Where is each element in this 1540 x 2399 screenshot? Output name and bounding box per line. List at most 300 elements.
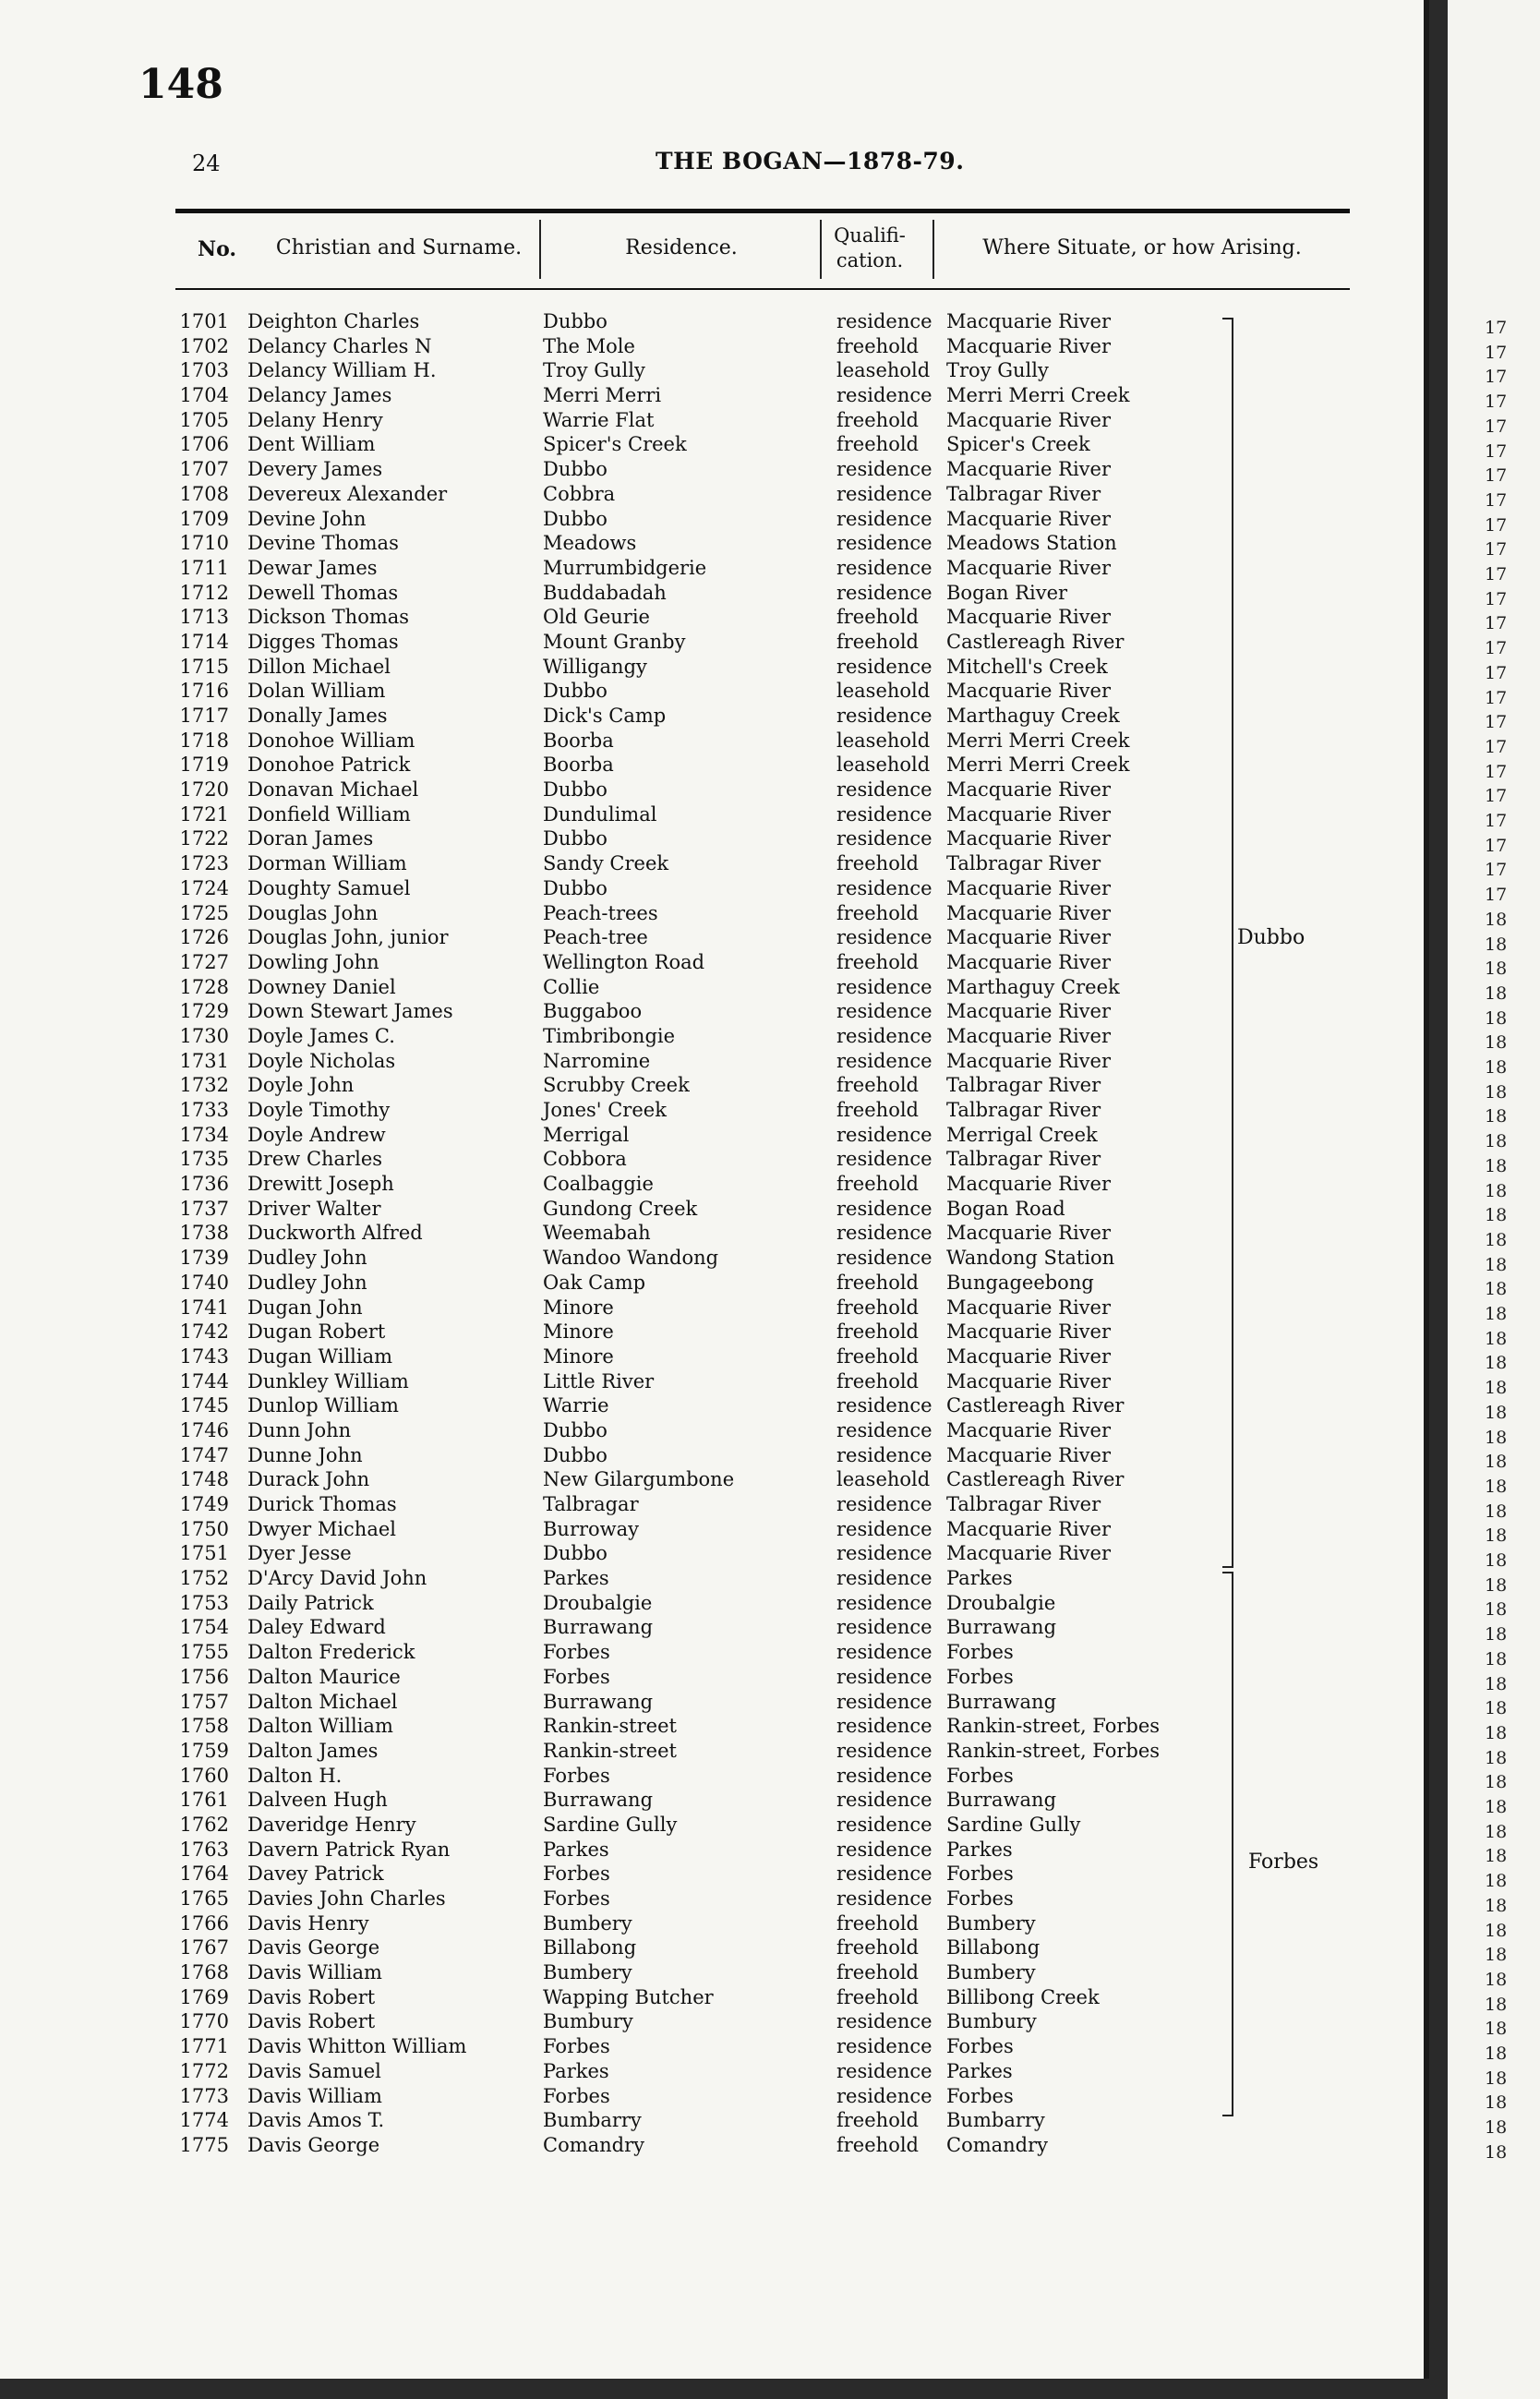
where-situate: Merri Merri Creek [946, 729, 1130, 752]
entry-number: 1723 [179, 852, 229, 875]
entry-number: 1748 [179, 1468, 229, 1491]
entry-number: 1739 [179, 1247, 229, 1270]
where-situate: Rankin-street, Forbes [946, 1715, 1161, 1738]
residence: Weemabah [543, 1222, 651, 1245]
qualification: residence [836, 975, 932, 998]
ledger-rows [0, 310, 1422, 2159]
table-row [0, 483, 1422, 508]
table-row [0, 902, 1422, 927]
next-page-number-fragment: 17 [1485, 392, 1508, 413]
voter-name: Donohoe Patrick [247, 753, 411, 777]
voter-name: Downey Daniel [247, 975, 396, 998]
dubbo-brace [1217, 318, 1233, 1568]
qualification: residence [836, 1000, 932, 1023]
next-page-number-fragment: 18 [1485, 1747, 1508, 1768]
voter-name: Digges Thomas [247, 630, 399, 653]
table-row [0, 409, 1422, 434]
next-page-number-fragment: 18 [1485, 1081, 1508, 1103]
where-situate: Forbes [946, 1863, 1014, 1886]
table-row [0, 877, 1422, 902]
residence: Dubbo [543, 310, 608, 332]
qualification: residence [836, 2084, 932, 2107]
table-row [0, 976, 1422, 1001]
voter-name: Donavan Michael [247, 778, 419, 802]
next-page-number-fragment: 17 [1485, 638, 1508, 659]
qualification: freehold [836, 1344, 919, 1368]
voter-name: Dyer Jesse [247, 1542, 352, 1565]
residence: Mount Granby [543, 630, 686, 653]
residence: Timbribongie [543, 1024, 676, 1047]
entry-number: 1773 [179, 2084, 229, 2107]
table-row [0, 2035, 1422, 2060]
where-situate: Wandong Station [946, 1247, 1115, 1270]
header-name: Christian and Surname. [275, 236, 523, 259]
table-row [0, 1518, 1422, 1543]
entry-number: 1754 [179, 1616, 229, 1639]
qualification: residence [836, 2035, 932, 2058]
voter-name: Delany Henry [247, 408, 383, 431]
qualification: residence [836, 705, 932, 727]
qualification: freehold [836, 1936, 919, 1959]
qualification: freehold [836, 852, 919, 875]
where-situate: Comandry [946, 2133, 1049, 2156]
voter-name: Doyle Timothy [247, 1099, 391, 1121]
entry-number: 1737 [179, 1197, 229, 1220]
qualification: residence [836, 2010, 932, 2033]
header-where: Where Situate, or how Arising. [982, 236, 1302, 259]
next-page-number-fragment: 18 [1485, 1895, 1508, 1916]
next-page-number-fragment: 18 [1485, 1007, 1508, 1029]
next-page-number-fragment: 18 [1485, 958, 1508, 980]
next-page-number-fragment: 18 [1485, 1452, 1508, 1473]
entry-number: 1719 [179, 753, 229, 777]
entry-number: 1771 [179, 2035, 229, 2058]
qualification: freehold [836, 630, 919, 653]
where-situate: Macquarie River [946, 1418, 1111, 1441]
voter-name: Dunlop William [247, 1394, 399, 1417]
voter-name: Doran James [247, 827, 374, 850]
residence: Cobbora [543, 1148, 627, 1171]
voter-name: Dunn John [247, 1418, 352, 1441]
qualification: residence [836, 1493, 932, 1515]
table-row [0, 2134, 1422, 2159]
voter-name: Devine Thomas [247, 532, 399, 555]
voter-name: Dugan John [247, 1296, 363, 1319]
qualification: residence [836, 802, 932, 826]
next-page-number-fragment: 18 [1485, 2043, 1508, 2064]
residence: Buddabadah [543, 581, 667, 604]
residence: Burroway [543, 1517, 640, 1540]
next-page-number-fragment: 17 [1485, 860, 1508, 881]
qualification: leasehold [836, 1468, 931, 1491]
entry-number: 1741 [179, 1296, 229, 1319]
header-qualification-line1: Qualifi- [834, 224, 906, 247]
voter-name: Duckworth Alfred [247, 1222, 423, 1245]
where-situate: Macquarie River [946, 950, 1111, 973]
qualification: freehold [836, 1173, 919, 1196]
table-row [0, 852, 1422, 877]
voter-name: Dwyer Michael [247, 1517, 396, 1540]
entry-number: 1755 [179, 1641, 229, 1664]
where-situate: Mitchell's Creek [946, 655, 1108, 678]
qualification: residence [836, 1148, 932, 1171]
voter-name: Dalton Frederick [247, 1641, 415, 1664]
residence: Peach-tree [543, 926, 648, 949]
qualification: freehold [836, 408, 919, 431]
next-page-number-fragment: 18 [1485, 1624, 1508, 1646]
next-page-number-fragment: 17 [1485, 662, 1508, 683]
where-situate: Burrawang [946, 1789, 1057, 1812]
where-situate: Merrigal Creek [946, 1123, 1098, 1146]
voter-name: Dalton Michael [247, 1690, 398, 1713]
where-situate: Forbes [946, 1665, 1014, 1688]
table-row [0, 1320, 1422, 1345]
where-situate: Macquarie River [946, 1517, 1111, 1540]
table-row [0, 1691, 1422, 1716]
voter-name: Dalton Maurice [247, 1665, 401, 1688]
table-row [0, 1740, 1422, 1765]
table-row [0, 1765, 1422, 1790]
residence: Oak Camp [543, 1271, 646, 1294]
voter-name: Driver Walter [247, 1197, 381, 1220]
qualification: residence [836, 556, 932, 579]
table-row [0, 1468, 1422, 1493]
running-title: THE BOGAN—1878-79. [656, 148, 965, 175]
qualification: freehold [836, 1911, 919, 1935]
entry-number: 1775 [179, 2133, 229, 2156]
table-row [0, 582, 1422, 607]
where-situate: Talbragar River [946, 852, 1101, 875]
qualification: residence [836, 1123, 932, 1146]
voter-name: Davis Robert [247, 1985, 376, 2008]
where-situate: Forbes [946, 1764, 1014, 1787]
qualification: residence [836, 482, 932, 505]
table-row [0, 1838, 1422, 1863]
next-page-number-fragment: 17 [1485, 489, 1508, 511]
next-page-number-fragment: 18 [1485, 2067, 1508, 2089]
voter-name: Devereux Alexander [247, 482, 448, 505]
where-situate: Burrawang [946, 1616, 1057, 1639]
residence: Warrie [543, 1394, 609, 1417]
table-row [0, 1025, 1422, 1050]
voter-name: Deighton Charles [247, 310, 420, 332]
residence: Collie [543, 975, 600, 998]
voter-name: Durack John [247, 1468, 370, 1491]
qualification: freehold [836, 1099, 919, 1121]
where-situate: Marthaguy Creek [946, 705, 1120, 727]
next-page-number-fragment: 18 [1485, 1871, 1508, 1892]
residence: Minore [543, 1296, 614, 1319]
table-row [0, 631, 1422, 656]
table-row [0, 827, 1422, 852]
next-page-number-fragment: 17 [1485, 440, 1508, 462]
qualification: residence [836, 1641, 932, 1664]
table-row [0, 2109, 1422, 2134]
column-divider [820, 220, 822, 279]
where-situate: Forbes [946, 2035, 1014, 2058]
qualification: residence [836, 1418, 932, 1441]
entry-number: 1732 [179, 1074, 229, 1097]
where-situate: Troy Gully [946, 359, 1049, 382]
qualification: residence [836, 778, 932, 802]
qualification: residence [836, 1591, 932, 1614]
qualification: residence [836, 1517, 932, 1540]
qualification: residence [836, 310, 932, 332]
table-row [0, 656, 1422, 681]
qualification: leasehold [836, 359, 931, 382]
voter-name: Doyle Nicholas [247, 1049, 396, 1072]
qualification: freehold [836, 1961, 919, 1984]
table-row [0, 1419, 1422, 1444]
residence: Forbes [543, 1863, 610, 1886]
where-situate: Macquarie River [946, 1024, 1111, 1047]
residence: Coalbaggie [543, 1173, 654, 1196]
qualification: residence [836, 532, 932, 555]
entry-number: 1720 [179, 778, 229, 802]
entry-number: 1724 [179, 876, 229, 899]
table-row [0, 1641, 1422, 1666]
where-situate: Forbes [946, 1887, 1014, 1910]
where-situate: Merri Merri Creek [946, 384, 1130, 407]
entry-number: 1707 [179, 458, 229, 481]
entry-number: 1729 [179, 1000, 229, 1023]
entry-number: 1725 [179, 901, 229, 924]
voter-name: D'Arcy David John [247, 1567, 427, 1590]
entry-number: 1711 [179, 556, 229, 579]
voter-name: Donfield William [247, 802, 411, 826]
qualification: freehold [836, 1296, 919, 1319]
voter-name: Drewitt Joseph [247, 1173, 394, 1196]
voter-name: Donohoe William [247, 729, 415, 752]
residence: Dubbo [543, 458, 608, 481]
qualification: residence [836, 1715, 932, 1738]
where-situate: Macquarie River [946, 1542, 1111, 1565]
qualification: residence [836, 458, 932, 481]
where-situate: Macquarie River [946, 458, 1111, 481]
qualification: residence [836, 1049, 932, 1072]
voter-name: Delancy James [247, 384, 392, 407]
qualification: residence [836, 1813, 932, 1836]
top-rule [175, 209, 1350, 213]
next-page-number-fragment: 18 [1485, 1550, 1508, 1571]
qualification: residence [836, 1443, 932, 1466]
table-row [0, 951, 1422, 976]
next-page-number-fragment: 17 [1485, 835, 1508, 856]
entry-number: 1735 [179, 1148, 229, 1171]
entry-number: 1764 [179, 1863, 229, 1886]
where-situate: Macquarie River [946, 408, 1111, 431]
next-page-number-fragment: 17 [1485, 761, 1508, 782]
residence: Willigangy [543, 655, 647, 678]
residence: Sardine Gully [543, 1813, 678, 1836]
qualification: residence [836, 581, 932, 604]
table-row [0, 1000, 1422, 1025]
voter-name: Daily Patrick [247, 1591, 374, 1614]
voter-name: Davis Whitton William [247, 2035, 467, 2058]
where-situate: Billibong Creek [946, 1985, 1100, 2008]
entry-number: 1712 [179, 581, 229, 604]
where-situate: Macquarie River [946, 310, 1111, 332]
entry-number: 1762 [179, 1813, 229, 1836]
where-situate: Sardine Gully [946, 1813, 1081, 1836]
voter-name: Dolan William [247, 680, 386, 703]
next-page-number-fragment: 18 [1485, 1648, 1508, 1670]
voter-name: Dugan William [247, 1344, 393, 1368]
voter-name: Donally James [247, 705, 388, 727]
voter-name: Down Stewart James [247, 1000, 453, 1023]
header-residence: Residence. [625, 236, 738, 259]
voter-name: Durick Thomas [247, 1493, 397, 1515]
entry-number: 1701 [179, 310, 229, 332]
qualification: residence [836, 655, 932, 678]
qualification: freehold [836, 950, 919, 973]
voter-name: Dudley John [247, 1271, 367, 1294]
next-page-number-fragment: 18 [1485, 1106, 1508, 1127]
entry-number: 1770 [179, 2010, 229, 2033]
header-qualification [824, 223, 916, 273]
where-situate: Rankin-street, Forbes [946, 1739, 1161, 1762]
where-situate: Bungageebong [946, 1271, 1094, 1294]
entry-number: 1744 [179, 1369, 229, 1392]
table-row [0, 1124, 1422, 1149]
qualification: residence [836, 827, 932, 850]
qualification: residence [836, 1665, 932, 1688]
entry-number: 1727 [179, 950, 229, 973]
next-page-number-fragment: 18 [1485, 1205, 1508, 1226]
entry-number: 1710 [179, 532, 229, 555]
where-situate: Marthaguy Creek [946, 975, 1120, 998]
voter-name: Dalton H. [247, 1764, 343, 1787]
table-row [0, 1370, 1422, 1395]
entry-number: 1734 [179, 1123, 229, 1146]
next-page-number-fragment: 17 [1485, 786, 1508, 807]
residence: Forbes [543, 1764, 610, 1787]
residence: Burrawang [543, 1789, 654, 1812]
where-situate: Castlereagh River [946, 1468, 1125, 1491]
table-row [0, 1715, 1422, 1740]
residence: Boorba [543, 729, 614, 752]
residence: Droubalgie [543, 1591, 653, 1614]
next-page-number-fragment: 17 [1485, 367, 1508, 388]
entry-number: 1753 [179, 1591, 229, 1614]
residence: Wapping Butcher [543, 1985, 714, 2008]
qualification: residence [836, 1838, 932, 1861]
table-row [0, 335, 1422, 360]
residence: Jones' Creek [543, 1099, 667, 1121]
entry-number: 1746 [179, 1418, 229, 1441]
qualification: residence [836, 1024, 932, 1047]
where-situate: Macquarie River [946, 334, 1111, 357]
entry-number: 1761 [179, 1789, 229, 1812]
residence: Burrawang [543, 1616, 654, 1639]
entry-number: 1716 [179, 680, 229, 703]
residence: Troy Gully [543, 359, 645, 382]
where-situate: Castlereagh River [946, 1394, 1125, 1417]
residence: Sandy Creek [543, 852, 669, 875]
next-page-number-fragment: 17 [1485, 811, 1508, 831]
table-row [0, 359, 1422, 384]
table-row [0, 803, 1422, 828]
residence: Parkes [543, 1838, 609, 1861]
where-situate: Bumbarry [946, 2109, 1045, 2132]
entry-number: 1763 [179, 1838, 229, 1861]
qualification: residence [836, 1739, 932, 1762]
next-page-number-fragment: 18 [1485, 1994, 1508, 2015]
table-row [0, 1936, 1422, 1961]
next-page-number-fragment: 17 [1485, 465, 1508, 487]
voter-name: Dickson Thomas [247, 606, 410, 629]
residence: Talbragar [543, 1493, 639, 1515]
next-page-number-fragment: 18 [1485, 934, 1508, 955]
header-no: No. [197, 237, 237, 261]
residence: Old Geurie [543, 606, 650, 629]
qualification: leasehold [836, 680, 931, 703]
entry-number: 1721 [179, 802, 229, 826]
entry-number: 1740 [179, 1271, 229, 1294]
next-page-number-fragment: 17 [1485, 416, 1508, 437]
sub-page-number: 24 [192, 151, 221, 176]
voter-name: Dugan Robert [247, 1320, 386, 1344]
entry-number: 1731 [179, 1049, 229, 1072]
where-situate: Billabong [946, 1936, 1041, 1959]
residence: Burrawang [543, 1690, 654, 1713]
next-page-number-fragment: 18 [1485, 2141, 1508, 2163]
table-row [0, 1050, 1422, 1075]
voter-name: Dalton James [247, 1739, 379, 1762]
voter-name: Davis William [247, 2084, 382, 2107]
voter-name: Delancy William H. [247, 359, 437, 382]
residence: Merri Merri [543, 384, 662, 407]
next-page-number-fragment: 17 [1485, 736, 1508, 757]
entry-number: 1733 [179, 1099, 229, 1121]
residence: Bumbery [543, 1911, 632, 1935]
table-row [0, 508, 1422, 533]
qualification: residence [836, 1567, 932, 1590]
table-row [0, 1074, 1422, 1099]
residence: Dubbo [543, 778, 608, 802]
qualification: residence [836, 1394, 932, 1417]
residence: Wandoo Wandong [543, 1247, 719, 1270]
next-page-number-fragment: 18 [1485, 1821, 1508, 1842]
entry-number: 1768 [179, 1961, 229, 1984]
qualification: residence [836, 876, 932, 899]
voter-name: Dudley John [247, 1247, 367, 1270]
page-number: 148 [138, 61, 223, 108]
next-page-number-fragment: 18 [1485, 1057, 1508, 1078]
entry-number: 1726 [179, 926, 229, 949]
next-page-number-fragment: 18 [1485, 1501, 1508, 1522]
voter-name: Doughty Samuel [247, 876, 411, 899]
residence: Forbes [543, 1887, 610, 1910]
where-situate: Burrawang [946, 1690, 1057, 1713]
residence: Spicer's Creek [543, 433, 687, 456]
where-situate: Macquarie River [946, 1000, 1111, 1023]
table-row [0, 1542, 1422, 1567]
entry-number: 1718 [179, 729, 229, 752]
qualification: residence [836, 507, 932, 530]
residence: Parkes [543, 2059, 609, 2082]
where-situate: Merri Merri Creek [946, 753, 1130, 777]
next-page-number-fragment: 18 [1485, 1599, 1508, 1621]
entry-number: 1717 [179, 705, 229, 727]
next-page-number-fragment: 18 [1485, 1032, 1508, 1054]
qualification: residence [836, 1863, 932, 1886]
qualification: freehold [836, 606, 919, 629]
residence: Minore [543, 1344, 614, 1368]
residence: Dubbo [543, 827, 608, 850]
next-page-number-fragment: 18 [1485, 1254, 1508, 1275]
where-situate: Parkes [946, 1567, 1013, 1590]
